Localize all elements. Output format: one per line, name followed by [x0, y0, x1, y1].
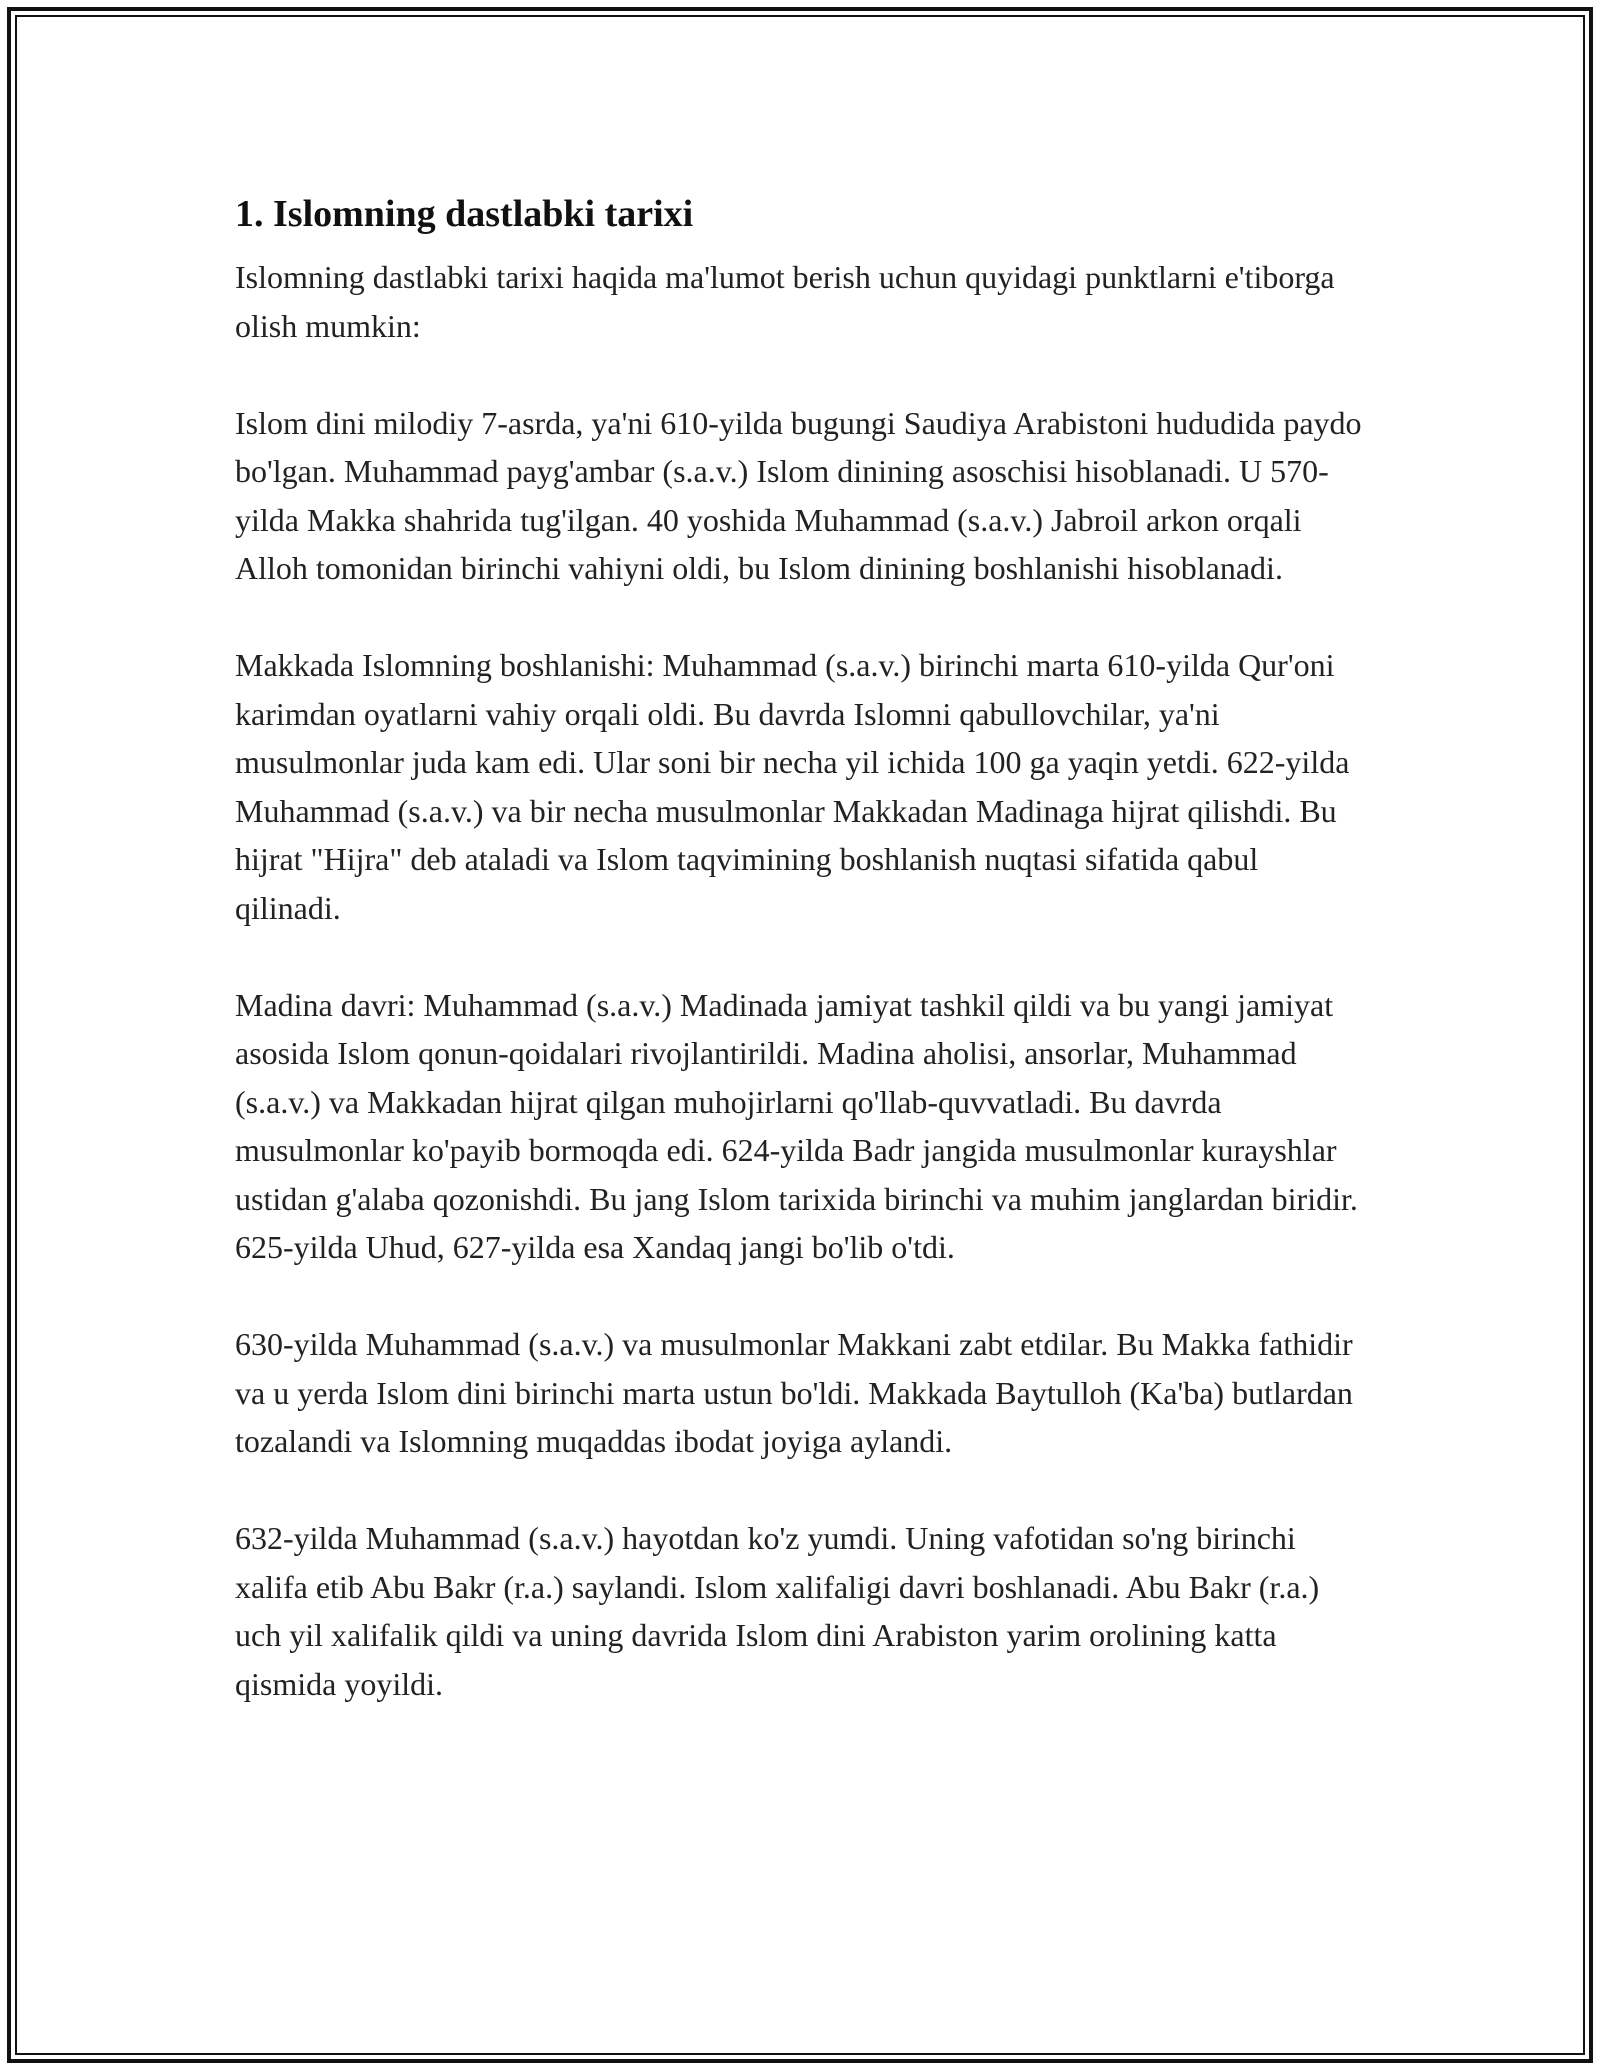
section-heading: 1. Islomning dastlabki tarixi [235, 193, 694, 235]
paragraph-conquest: 630-yilda Muhammad (s.a.v.) va musulmonlar Makkani zabt etdilar. Bu Makka fathidir va u yerda Islom dini birinchi marta ustun bo'ldi. Makkada Baytulloh (Ka'ba) butlardan tozalandi va Islomning muqaddas ibodat joyiga aylandi. [235, 1326, 1353, 1459]
paragraph-caliphate: 632-yilda Muhammad (s.a.v.) hayotdan ko'z yumdi. Uning vafotidan so'ng birinchi xalifa etib Abu Bakr (r.a.) saylandi. Islom xalifaligi davri boshlanadi. Abu Bakr (r.a.) uch yil xalifalik qildi va uning davrida Islom dini Arabiston yarim orolining katta qismida yoyildi. [235, 1520, 1320, 1702]
document-body [235, 185, 1370, 1708]
paragraph-intro: Islomning dastlabki tarixi haqida ma'lumot berish uchun quyidagi punktlarni e'tiborga olish mumkin: [235, 259, 1335, 344]
paragraph-madina: Madina davri: Muhammad (s.a.v.) Madinada jamiyat tashkil qildi va bu yangi jamiyat asosida Islom qonun-qoidalari rivojlantirildi. Madina aholisi, ansorlar, Muhammad (s.a.v.) va Makkadan hijrat qilgan muhojirlarni qo'llab-quvvatladi. Bu davrda musulmonlar ko'payib bormoqda edi. 624-yilda Badr jangida musulmonlar kurayshlar ustidan g'alaba qozonishdi. Bu jang Islom tarixida birinchi va muhim janglardan biridir. 625-yilda Uhud, 627-yilda esa Xandaq jangi bo'lib o'tdi. [235, 986, 1358, 1265]
paragraph-origins: Islom dini milodiy 7-asrda, ya'ni 610-yilda bugungi Saudiya Arabistoni hududida paydo bo'lgan. Muhammad payg'ambar (s.a.v.) Islom dinining asoschisi hisoblanadi. U 570-yilda Makka shahrida tug'ilgan. 40 yoshida Muhammad (s.a.v.) Jabroil arkon orqali Alloh tomonidan birinchi vahiyni oldi, bu Islom dinining boshlanishi hisoblanadi. [235, 404, 1362, 586]
paragraph-makkah: Makkada Islomning boshlanishi: Muhammad (s.a.v.) birinchi marta 610-yilda Qur'oni karimdan oyatlarni vahiy orqali oldi. Bu davrda Islomni qabullovchilar, ya'ni musulmonlar juda kam edi. Ular soni bir necha yil ichida 100 ga yaqin yetdi. 622-yilda Muhammad (s.a.v.) va bir necha musulmonlar Makkadan Madinaga hijrat qilishdi. Bu hijrat "Hijra" deb ataladi va Islom taqvimining boshlanish nuqtasi sifatida qabul qilinadi. [235, 647, 1350, 926]
